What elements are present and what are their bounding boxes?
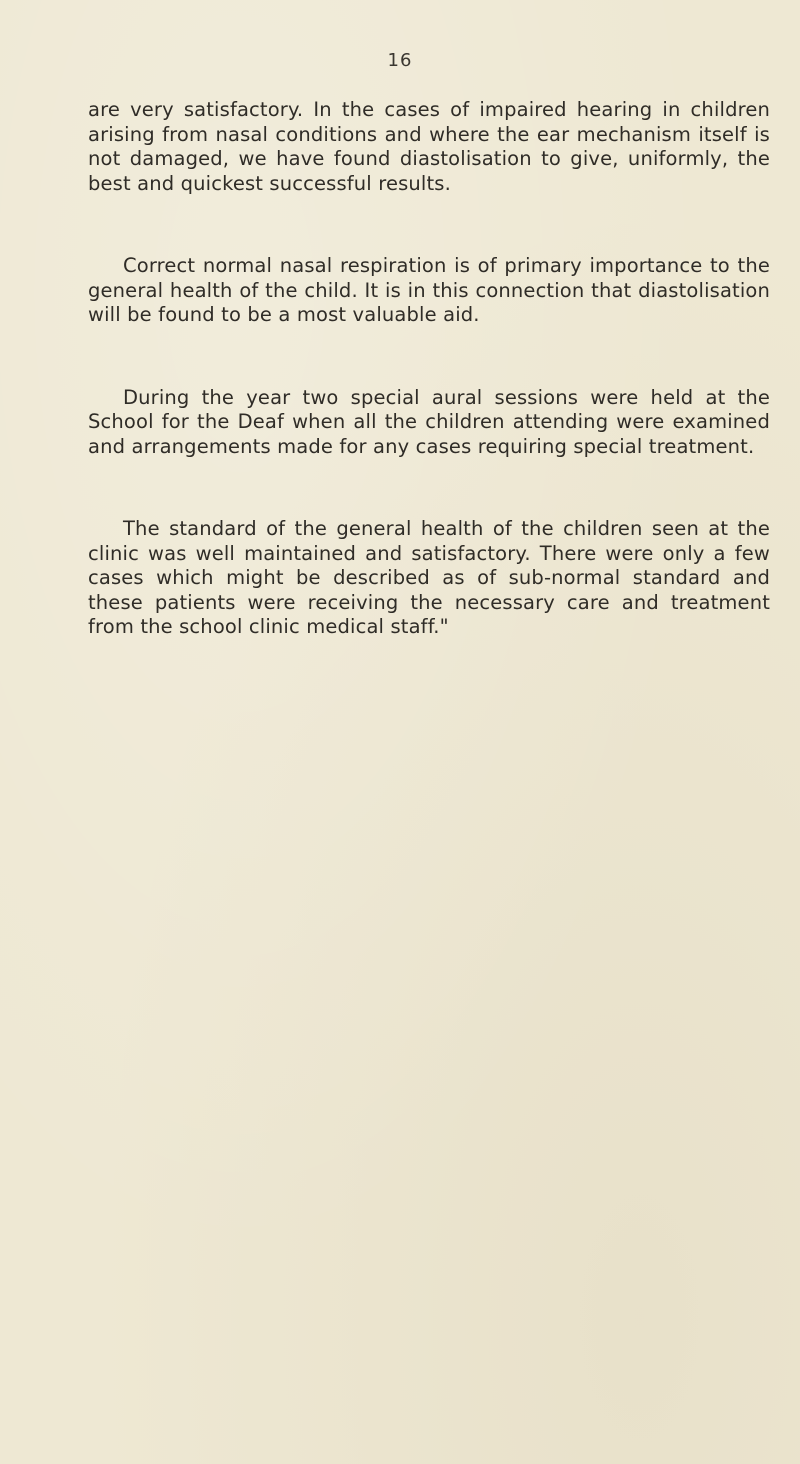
paragraph-nasal-respiration: Correct normal nasal respiration is of primary importance to the general health of the child. It is in this connection that diastolisation will be found to be a most valuable aid. bbox=[88, 254, 770, 326]
paragraph-general-health: The standard of the general health of the children seen at the clinic was well maintained and satisfactory. There were only a few cases which might be described as of sub-normal standard and these patients were receiving the necessary care and treatment from the school clinic medical staff." bbox=[88, 517, 770, 638]
paragraph-aural-sessions: During the year two special aural sessions were held at the School for the Deaf when all the children attending were examined and arrangements made for any cases requiring special treatment. bbox=[88, 385, 770, 458]
paragraph-continuation: are very satisfactory. In the cases of impaired hearing in children arising from nasal conditions and where the ear mechanism itself is not damaged, we have found diastolisation to give, uniformly, the best and quickest successful results. bbox=[88, 98, 770, 195]
page-number: 16 bbox=[387, 50, 413, 71]
body-text bbox=[88, 98, 770, 698]
